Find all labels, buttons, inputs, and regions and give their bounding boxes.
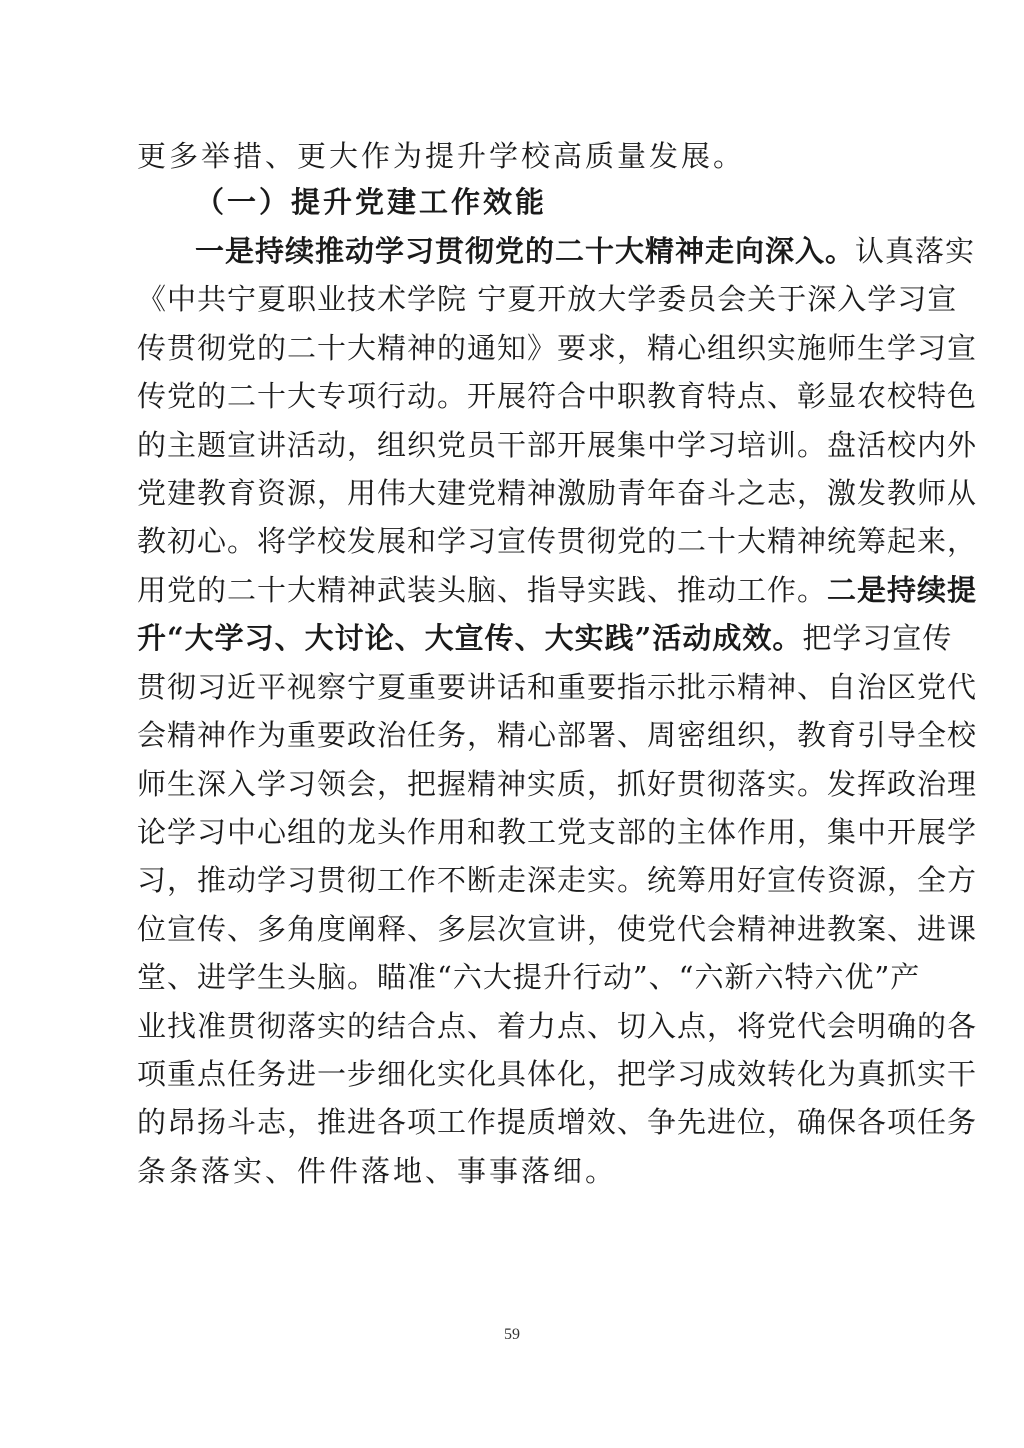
section-heading-text: （一）提升党建工作效能 — [195, 185, 548, 219]
text-run: 论学习中心组的龙头作用和教工党支部的主体作用，集中开展学 — [137, 815, 978, 849]
paragraph-line — [137, 808, 978, 856]
paragraph-line — [137, 663, 978, 711]
text-run: 传贯彻党的二十大精神的通知》要求，精心组织实施师生学习宣 — [137, 331, 978, 365]
text-run: 位宣传、多角度阐释、多层次宣讲，使党代会精神进教案、进课 — [137, 912, 978, 946]
section-heading — [195, 178, 547, 226]
paragraph-line — [137, 1098, 978, 1146]
paragraph-line — [137, 469, 978, 517]
text-run: 条条落实、件件落地、事事落细。 — [137, 1154, 618, 1188]
text-run: 把学习宣传 — [802, 621, 953, 655]
paragraph-line — [195, 227, 976, 275]
paragraph-line — [137, 1050, 978, 1098]
paragraph-line — [137, 856, 978, 904]
paragraph-line — [137, 372, 978, 420]
text-run: 业找准贯彻落实的结合点、着力点、切入点，将党代会明确的各 — [137, 1009, 978, 1043]
text-run: 师生深入学习领会，把握精神实质，抓好贯彻落实。发挥政治理 — [137, 767, 978, 801]
text-run: 用党的二十大精神武装头脑、指导实践、推动工作。 — [137, 573, 828, 607]
text-run: 习，推动学习贯彻工作不断走深走实。统筹用好宣传资源，全方 — [137, 863, 978, 897]
text-run: 认真落实 — [855, 234, 976, 268]
text-run: 会精神作为重要政治任务，精心部署、周密组织，教育引导全校 — [137, 718, 978, 752]
paragraph-line — [137, 711, 978, 759]
paragraph-line — [137, 324, 978, 372]
bold-lead-text: 一是持续推动学习贯彻党的二十大精神走向深入。 — [195, 234, 856, 268]
paragraph-line — [137, 1147, 897, 1195]
text-run: 传党的二十大专项行动。开展符合中职教育特点、彰显农校特色 — [137, 379, 978, 413]
text-run: 的昂扬斗志，推进各项工作提质增效、争先进位，确保各项任务 — [137, 1105, 978, 1139]
paragraph-line — [137, 517, 978, 565]
text-run: 项重点任务进一步细化实化具体化，把学习成效转化为真抓实干 — [137, 1057, 978, 1091]
text-run: 贯彻习近平视察宁夏重要讲话和重要指示批示精神、自治区党代 — [137, 670, 978, 704]
text-run: 更多举措、更大作为提升学校高质量发展。 — [137, 139, 746, 173]
paragraph-line — [137, 614, 953, 662]
paragraph-line — [137, 132, 897, 180]
bold-lead-text: 二是持续提 — [827, 573, 978, 607]
paragraph-line — [137, 760, 978, 808]
text-run: 的主题宣讲活动，组织党员干部开展集中学习培训。盘活校内外 — [137, 428, 978, 462]
paragraph-line — [137, 1002, 978, 1050]
paragraph-line — [137, 566, 978, 614]
page-number: 59 — [504, 1326, 520, 1343]
paragraph-line — [137, 275, 958, 323]
text-run: 教初心。将学校发展和学习宣传贯彻党的二十大精神统筹起来， — [137, 524, 978, 558]
bold-lead-text: 升“大学习、大讨论、大宣传、大实践”活动成效。 — [137, 621, 803, 655]
paragraph-line — [137, 905, 978, 953]
text-run: 堂、进学生头脑。瞄准“六大提升行动”、“六新六特六优”产 — [137, 960, 921, 994]
paragraph-line — [137, 953, 921, 1001]
text-run: 党建教育资源，用伟大建党精神激励青年奋斗之志，激发教师从 — [137, 476, 978, 510]
text-run: 《中共宁夏职业技术学院 宁夏开放大学委员会关于深入学习宣 — [137, 282, 958, 316]
paragraph-line — [137, 421, 978, 469]
